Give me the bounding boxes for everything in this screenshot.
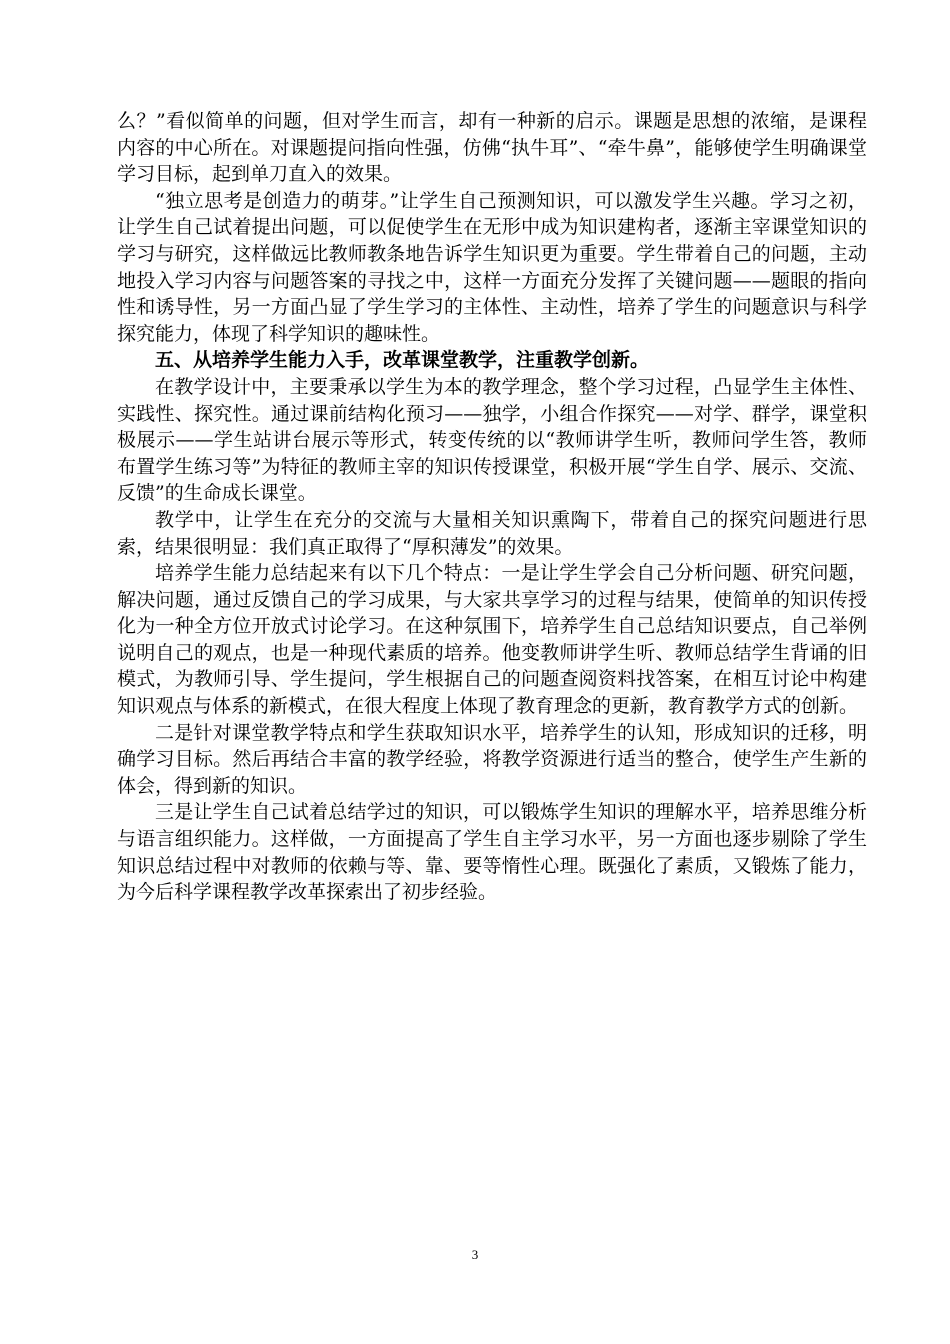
paragraph-teaching-exchange: 教学中，让学生在充分的交流与大量相关知识熏陶下，带着自己的探究问题进行思索，结果很明显：我们真正取得了“厚积薄发”的效果。 — [117, 508, 867, 558]
paragraph-continuation: 么？”看似简单的问题，但对学生而言，却有一种新的启示。课题是思想的浓缩，是课程内容的中心所在。对课题提问指向性强，仿佛“执牛耳”、“牵牛鼻”，能够使学生明确课堂学习目标，起到单刀直入的效果。 — [117, 110, 867, 186]
paragraph-teaching-design: 在教学设计中，主要秉承以学生为本的教学理念，整个学习过程，凸显学生主体性、实践性、探究性。通过课前结构化预习——独学，小组合作探究——对学、群学，课堂积极展示——学生站讲台展示等形式，转变传统的以“教师讲学生听，教师问学生答，教师布置学生练习等”为特征的教师主宰的知识传授课堂，积极开展“学生自学、展示、交流、反馈”的生命成长课堂。 — [117, 375, 867, 505]
document-body — [117, 108, 867, 906]
paragraph-ability-features: 培养学生能力总结起来有以下几个特点：一是让学生学会自己分析问题、研究问题，解决问题，通过反馈自己的学习成果，与大家共享学习的过程与结果，使简单的知识传授化为一种全方位开放式讨论学习。在这种氛围下，培养学生自己总结知识要点，自己举例说明自己的观点，也是一种现代素质的培养。他变教师讲学生听、教师总结学生背诵的旧模式，为教师引导、学生提问，学生根据自己的问题查阅资料找答案，在相互讨论中构建知识观点与体系的新模式，在很大程度上体现了教育理念的更新，教育教学方式的创新。 — [117, 562, 867, 718]
page-number: 3 — [471, 1247, 479, 1262]
section-heading-five: 五、从培养学生能力入手，改革课堂教学，注重教学创新。 — [155, 349, 650, 372]
paragraph-point-two: 二是针对课堂教学特点和学生获取知识水平，培养学生的认知，形成知识的迁移，明确学习目标。然后再结合丰富的教学经验，将教学资源进行适当的整合，使学生产生新的体会，得到新的知识。 — [117, 721, 867, 797]
paragraph-point-three: 三是让学生自己试着总结学过的知识，可以锻炼学生知识的理解水平，培养思维分析与语言组织能力。这样做，一方面提高了学生自主学习水平，另一方面也逐步剔除了学生知识总结过程中对教师的依赖与等、靠、要等惰性心理。既强化了素质，又锻炼了能力，为今后科学课程教学改革探索出了初步经验。 — [117, 801, 867, 904]
paragraph-independent-thinking: “独立思考是创造力的萌芽。”让学生自己预测知识，可以激发学生兴趣。学习之初，让学生自己试着提出问题，可以促使学生在无形中成为知识建构者，逐渐主宰课堂知识的学习与研究，这样做远比教师教条地告诉学生知识更为重要。学生带着自己的问题，主动地投入学习内容与问题答案的寻找之中，这样一方面充分发挥了关键问题——题眼的指向性和诱导性，另一方面凸显了学生学习的主体性、主动性，培养了学生的问题意识与科学探究能力，体现了科学知识的趣味性。 — [117, 189, 867, 345]
